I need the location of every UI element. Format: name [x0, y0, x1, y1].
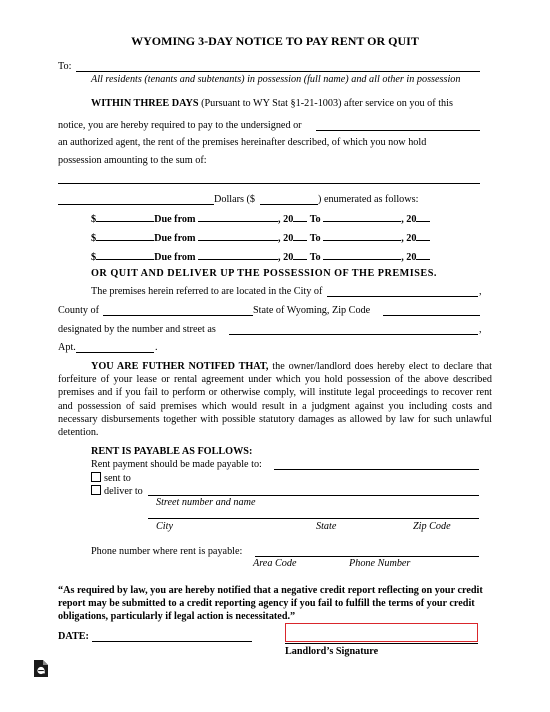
phone-number-hint: Phone Number [349, 558, 411, 569]
state-hint: State [316, 521, 337, 532]
apt-label: Apt. [58, 342, 76, 353]
notice-line-2: notice, you are hereby required to pay to the undersigned or [58, 120, 302, 131]
notified-paragraph [58, 360, 492, 439]
state-zip-label: State of Wyoming, Zip Code [253, 305, 371, 316]
from-date-field[interactable] [198, 231, 278, 241]
page-title: WYOMING 3-DAY NOTICE TO PAY RENT OR QUIT [131, 34, 419, 48]
year-b-field[interactable] [416, 250, 430, 260]
year-a-field[interactable] [293, 212, 307, 222]
dollars-words-field[interactable] [58, 204, 214, 205]
apt-period: . [155, 342, 158, 353]
city-field[interactable] [327, 296, 478, 297]
signature-field[interactable] [285, 623, 478, 642]
deliver-to-option[interactable] [91, 485, 143, 497]
due-from-label: Due from [154, 233, 196, 244]
notice-line-3: an authorized agent, the rent of the premises hereinafter described, of which you now hold [58, 137, 427, 148]
deliver-to-label: deliver to [104, 486, 143, 497]
year-b-label: , 20 [401, 252, 417, 263]
within-rest: (Pursuant to WY Stat §1-21-1003) after service on you of this [198, 98, 453, 109]
to-label: To [309, 214, 321, 225]
premises-label: The premises herein referred to are located in the City of [91, 286, 323, 297]
year-a-label: , 20 [278, 252, 294, 263]
street-field[interactable] [229, 334, 478, 335]
payee-field[interactable] [274, 469, 479, 470]
to-label: To [309, 252, 321, 263]
phone-label: Phone number where rent is payable: [91, 546, 243, 557]
from-date-field[interactable] [198, 250, 278, 260]
year-b-label: , 20 [401, 233, 417, 244]
dollar-sign: $ [91, 233, 97, 244]
from-date-field[interactable] [198, 212, 278, 222]
signature-label: Landlord’s Signature [285, 646, 379, 657]
notified-rest: the owner/landlord does hereby elect to declare that forfeiture of your lease or rental agreement under which you hold possession of the above described premises and if you fail to perform or otherwise comply, will institute legal proceedings to recover rent and possession of said premises which would result in a judgment against you including costs and necessary disbursements together with possible statutory damages as allowed by law for such unlawful detention. [58, 361, 493, 439]
to-label: To: [58, 61, 72, 72]
year-b-label: , 20 [401, 214, 417, 225]
year-a-field[interactable] [293, 231, 307, 241]
comma-1: , [479, 286, 482, 297]
within-bold: WITHIN THREE DAYS [91, 98, 199, 109]
phone-field[interactable] [255, 556, 479, 557]
within-line [91, 98, 453, 109]
year-b-field[interactable] [416, 212, 430, 222]
date-field[interactable] [92, 641, 252, 642]
to-hint: All residents (tenants and subtenants) in possession (full name) and all other in possession [91, 74, 461, 85]
year-b-field[interactable] [416, 231, 430, 241]
street-hint: Street number and name [156, 497, 256, 508]
rent-payable-heading: RENT IS PAYABLE AS FOLLOWS: [91, 446, 253, 457]
amount-field[interactable] [96, 250, 154, 260]
dollars-label: Dollars ($ [214, 194, 256, 205]
signature-line [285, 643, 478, 644]
due-from-label: Due from [154, 252, 196, 263]
county-field[interactable] [103, 315, 253, 316]
deliver-to-checkbox[interactable] [91, 485, 101, 495]
document-e-icon [34, 660, 48, 677]
notice-line-4: possession amounting to the sum of: [58, 155, 207, 166]
year-a-label: , 20 [278, 233, 294, 244]
city-hint: City [156, 521, 173, 532]
to-date-field[interactable] [323, 231, 401, 241]
to-field[interactable] [76, 71, 480, 72]
to-date-field[interactable] [323, 250, 401, 260]
year-a-label: , 20 [278, 214, 294, 225]
deliver-street-field[interactable] [148, 495, 479, 496]
sent-to-label: sent to [104, 473, 131, 484]
sum-words-field[interactable] [58, 183, 480, 184]
notified-bold: YOU ARE FUTHER NOTIFED THAT, [91, 361, 269, 372]
document-e-icon-svg [34, 660, 48, 677]
dollars-amount-field[interactable] [260, 204, 318, 205]
agent-name-field[interactable] [316, 130, 480, 131]
due-row [91, 212, 430, 225]
sent-to-checkbox[interactable] [91, 472, 101, 482]
payment-to-label: Rent payment should be made payable to: [91, 459, 262, 470]
dollar-sign: $ [91, 252, 97, 263]
date-label: DATE: [58, 631, 89, 642]
year-a-field[interactable] [293, 250, 307, 260]
zip-hint: Zip Code [413, 521, 451, 532]
amount-field[interactable] [96, 212, 154, 222]
credit-notice: “As required by law, you are hereby notified that a negative credit report reflecting on your credit report may be submitted to a credit reporting agency if you fail to fulfill the terms of your credit obligations, particularly if legal action is necessitated.” [58, 585, 483, 623]
to-label: To [309, 233, 321, 244]
county-label: County of [58, 305, 100, 316]
quit-heading: OR QUIT AND DELIVER UP THE POSSESSION OF THE PREMISES. [91, 268, 437, 279]
area-code-hint: Area Code [253, 558, 297, 569]
designated-label: designated by the number and street as [58, 324, 216, 335]
due-row [91, 250, 430, 263]
sent-to-option[interactable] [91, 472, 131, 484]
to-date-field[interactable] [323, 212, 401, 222]
amount-field[interactable] [96, 231, 154, 241]
due-from-label: Due from [154, 214, 196, 225]
apt-field[interactable] [76, 352, 154, 353]
dollar-sign: $ [91, 214, 97, 225]
comma-2: , [479, 324, 482, 335]
zip-field[interactable] [383, 315, 480, 316]
city-state-zip-field[interactable] [148, 518, 479, 519]
enumerated-label: ) enumerated as follows: [318, 194, 419, 205]
due-row [91, 231, 430, 244]
